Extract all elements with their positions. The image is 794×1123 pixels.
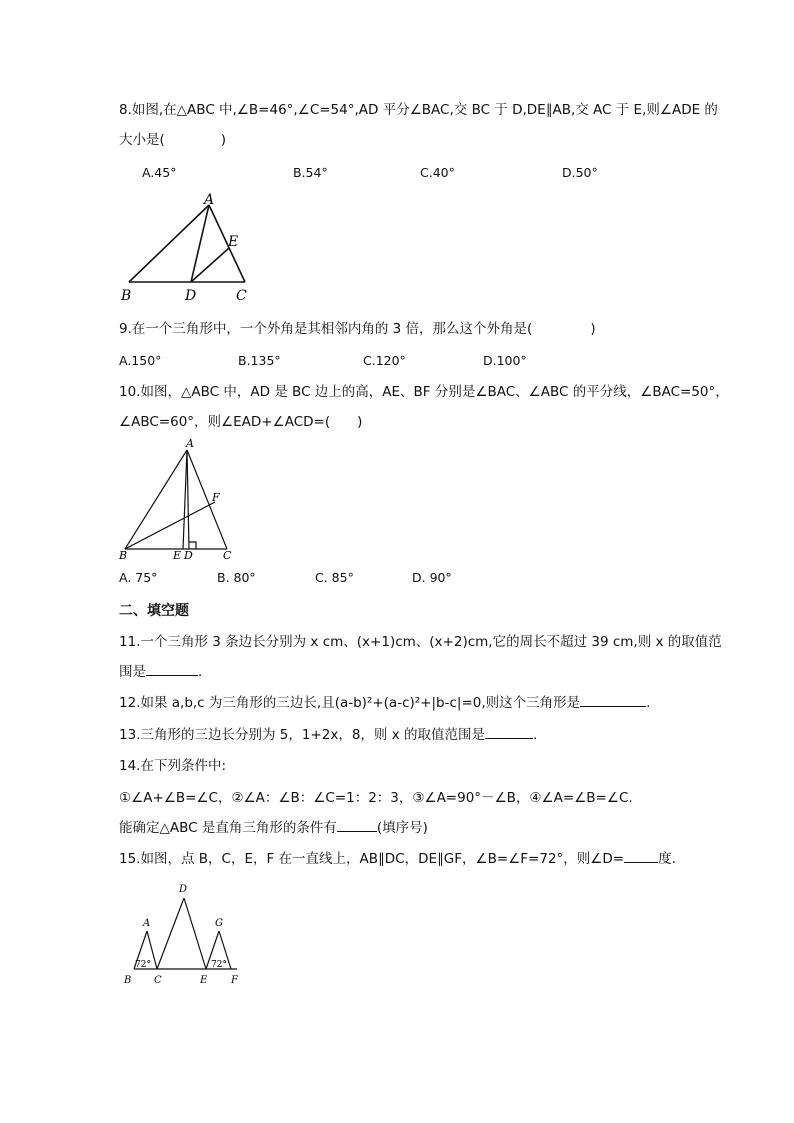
- q13-suffix: .: [533, 727, 538, 743]
- q15-label-b: B: [124, 975, 132, 986]
- q11-prefix: 围是: [119, 664, 146, 680]
- q14-line2: ①∠A+∠B=∠C，②∠A：∠B：∠C=1：2：3，③∠A=90°－∠B，④∠A=∠B=∠C.: [119, 790, 633, 806]
- q10-line2: ∠ABC=60°，则∠EAD+∠ACD=( ): [119, 414, 363, 430]
- q9-option-c: C.120°: [363, 353, 406, 368]
- q15-text: [119, 850, 676, 868]
- q8-triangle-figure: [115, 190, 265, 308]
- q8-line1: 8.如图,在△ABC 中,∠B=46°,∠C=54°,AD 平分∠BAC,交 BC 于 D,DE∥AB,交 AC 于 E,则∠ADE 的: [119, 102, 718, 118]
- q15-prefix: 15.如图，点 B，C，E，F 在一直线上，AB∥DC，DE∥GF，∠B=∠F=72°，则∠D=: [119, 851, 625, 867]
- q8-option-d: D.50°: [562, 165, 598, 180]
- q11-suffix: .: [198, 664, 203, 680]
- q15-angle-f: 72°: [211, 960, 227, 970]
- q14-suffix: (填序号): [376, 820, 428, 836]
- q8-label-b: B: [121, 288, 132, 304]
- q15-label-f: F: [231, 975, 238, 986]
- q8-suffix: ): [220, 132, 227, 148]
- q9-text: [119, 320, 596, 338]
- q8-option-b: B.54°: [293, 165, 328, 180]
- section-title: 二、填空题: [119, 603, 189, 619]
- q15-label-c: C: [154, 975, 162, 986]
- q8-line2: [119, 131, 226, 149]
- q8-option-a: A.45°: [142, 165, 177, 180]
- q10-label-c: C: [223, 549, 232, 562]
- q15-label-a: A: [143, 918, 151, 929]
- q13-prefix: 13.三角形的三边长分别为 5，1+2x，8，则 x 的取值范围是: [119, 727, 485, 743]
- q12-answer-blank[interactable]: [580, 694, 646, 707]
- q14-prefix: 能确定△ABC 是直角三角形的条件有: [119, 820, 337, 836]
- q8-prefix: 大小是(: [119, 132, 165, 148]
- q9-prefix: 9.在一个三角形中，一个外角是其相邻内角的 3 倍，那么这个外角是(: [119, 321, 533, 337]
- q15-label-d: D: [179, 884, 188, 895]
- q9-option-d: D.100°: [483, 353, 527, 368]
- q8-label-a: A: [204, 192, 215, 208]
- q9-suffix: ): [590, 321, 596, 337]
- q10-line1: 10.如图，△ABC 中，AD 是 BC 边上的高，AE、BF 分别是∠BAC、∠ABC 的平分线，∠BAC=50°，: [119, 384, 729, 400]
- q10-option-d: D. 90°: [412, 570, 452, 585]
- q12-text: [119, 694, 650, 712]
- q14-line1: 14.在下列条件中:: [119, 758, 227, 774]
- q13-answer-blank[interactable]: [485, 726, 533, 739]
- q10-label-b: B: [119, 549, 128, 562]
- q14-answer-blank[interactable]: [337, 819, 377, 832]
- q15-figure: [118, 878, 248, 990]
- q8-label-e: E: [228, 234, 239, 250]
- q10-label-d: D: [184, 549, 193, 562]
- q10-option-b: B. 80°: [217, 570, 256, 585]
- q11-answer-blank[interactable]: [146, 663, 198, 676]
- q10-triangle-figure: [115, 436, 240, 564]
- q15-answer-blank[interactable]: [624, 850, 658, 863]
- q15-label-e: E: [200, 975, 208, 986]
- q9-option-a: A.150°: [119, 353, 162, 368]
- q15-angle-b: 72°: [135, 960, 151, 970]
- q10-option-c: C. 85°: [315, 570, 354, 585]
- q11-line2: [119, 663, 202, 681]
- q10-label-e: E: [173, 549, 182, 562]
- q10-option-a: A. 75°: [119, 570, 158, 585]
- q8-label-d: D: [185, 288, 197, 304]
- q12-prefix: 12.如果 a,b,c 为三角形的三边长,且(a-b)²+(a-c)²+|b-c|=0,则这个三角形是: [119, 695, 581, 711]
- q9-option-b: B.135°: [238, 353, 281, 368]
- q8-label-c: C: [236, 288, 247, 304]
- q12-suffix: .: [646, 695, 651, 711]
- q14-line3: [119, 819, 428, 837]
- q15-suffix: 度.: [658, 851, 676, 867]
- q8-option-c: C.40°: [420, 165, 455, 180]
- q13-text: [119, 726, 537, 744]
- q11-line1: 11.一个三角形 3 条边长分别为 x cm、(x+1)cm、(x+2)cm,它的周长不超过 39 cm,则 x 的取值范: [119, 634, 722, 650]
- q10-label-f: F: [212, 491, 220, 504]
- q10-label-a: A: [186, 437, 194, 450]
- q15-label-g: G: [215, 918, 223, 929]
